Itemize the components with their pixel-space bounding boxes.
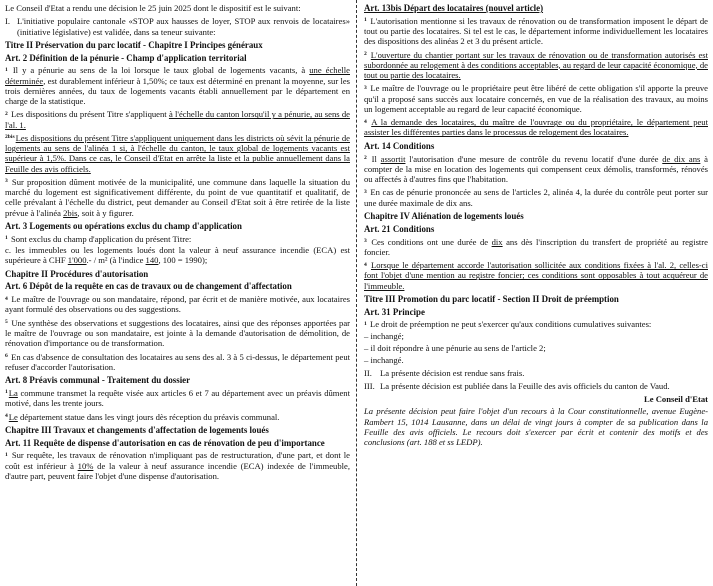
decision-item-2	[364, 368, 708, 378]
decision-item-1-number: I.	[5, 16, 11, 27]
art-2-para-3: $^3$ Sur proposition dûment motivée de la municipalité, une commune dans laquelle la situation du marché du logement est significativement différente, du point de vue quantitatif et qualitatif, de celle prévalant à l'échelle du district, peut demander au Conseil d'Etat soit à être retirée de la liste prévue à l'alinéa 2bis, soit à y figurer.	[5, 177, 350, 218]
art-11-para-1: $^1$ Sur requête, les travaux de rénovation n'impliquant pas de restructuration, d'une part, et dont le coût est inférieur à 10% de la valeur à neuf assurance incendie (ECA) indexée de l'immeuble, d'autre part, peuvent faire l'objet d'une dispense d'autorisation.	[5, 450, 350, 481]
art-13bis-para-1: $^1$ L'autorisation mentionne si les travaux de rénovation ou de transformation imposent le départ de tout ou partie des locataires. Si tel est le cas, le département informe individuellement les locataires des dispositions des alinéas 2 et 3 du présent article.	[364, 15, 708, 47]
art-31-list-item-3: – inchangé.	[364, 354, 404, 365]
art-13bis-para-4: $^4$ A la demande des locataires, du maître de l'ouvrage ou du propriétaire, le département peut assister les différentes parties dans le processus de relogement des locataires.	[364, 117, 708, 138]
art-6-para-6: $^6$ En cas d'absence de consultation des locataires au sens des al. 3 à 5 ci-dessus, le département peut refuser d'accorder l'autorisation.	[5, 351, 350, 372]
signature: Le Conseil d'Etat	[644, 394, 708, 405]
left-column	[5, 3, 350, 484]
art-6-heading: Art. 6 Dépôt de la requête en cas de travaux ou de changement d'affectation	[5, 281, 292, 292]
chapitre-3-heading: Chapitre III Travaux et changements d'affectation de logements loués	[5, 424, 269, 435]
art-31-para-1: $^1$ Le droit de préemption ne peut s'exercer qu'aux conditions cumulatives suivantes:	[364, 319, 652, 330]
art-6-para-5: $^5$ Une synthèse des observations et suggestions des locataires, ainsi que des réponses apportées par le maître de l'ouvrage ou son mandataire, est jointe à la demande d'autorisation de démolition, de rénovation d'importance ou de transformation.	[5, 317, 351, 349]
art-2-para-1: $^1$ Il y a pénurie au sens de la loi lorsque le taux global de logements vacants, à une échelle déterminée, est durablement inférieur à 1,50%; ce taux est déterminé en prenant la moyenne, sur les trois dernières années, du taux de logements vacants établi annuellement par le département en charge de la statistique.	[5, 65, 350, 106]
art-13bis-heading: Art. 13bis Départ des locataires (nouvel article)	[364, 3, 544, 13]
art-2-para-2: $^2$ Les dispositions du présent Titre s'appliquent à l'échelle du canton lorsqu'il y a pénurie, au sens de l'al. 1.	[5, 109, 350, 130]
art-31-list-item-2: – il doit répondre à une pénurie au sens de l'article 2;	[364, 342, 546, 353]
art-13bis-para-3: $^3$ Le maître de l'ouvrage ou le propriétaire peut être libéré de cette obligation s'il apporte la preuve qu'il a proposé sans succès aux locataire concernés, en vue de la réalisation des travaux, au moins un logement acceptable au regard de leur capacité économique.	[364, 83, 708, 114]
chapitre-2-heading: Chapitre II Procédures d'autorisation	[5, 268, 149, 279]
art-31-list-item-1: – inchangé;	[364, 331, 404, 342]
decision-item-3-text: La présente décision est publiée dans la Feuille des avis officiels du canton de Vaud.	[380, 381, 670, 391]
art-6-para-4: $^4$ Le maître de l'ouvrage ou son mandataire, répond, par écrit et de manière motivée, aux locataires ayant formulé des observations ou des suggestions.	[5, 294, 350, 315]
titre-3-heading: Titre III Promotion du parc locatif - Section II Droit de préemption	[364, 293, 619, 304]
decision-item-2-text: La présente décision est rendue sans frais.	[380, 367, 525, 378]
titre-2-heading: Titre II Préservation du parc locatif - Chapitre I Principes généraux	[5, 39, 263, 50]
recours-notice: La présente décision peut faire l'objet d'un recours à la Cour constitutionnelle, avenue Eugène-Rambert 15, 1014 Lausanne, dans un délai de vingt jours à compter de sa publication dans la Feuille des avis officiels. Le recours doit s'exercer par écrit et contenir des motifs et des conclusions (art. 188 et ss LEDP).	[364, 406, 708, 448]
decision-item-1	[5, 16, 350, 36]
art-3-item-c: c. les immeubles ou les logements loués dont la valeur à neuf assurance incendie (ECA) est supérieure à CHF 1'000.- / m² (à l'indice 140, 100 = 1990);	[5, 245, 350, 266]
art-21-heading: Art. 21 Conditions	[364, 223, 435, 234]
right-column	[364, 3, 708, 451]
intro-paragraph: Le Conseil d'Etat a rendu une décision le 25 juin 2025 dont le dispositif est le suivant:	[5, 3, 301, 13]
art-31-heading: Art. 31 Principe	[364, 306, 425, 317]
column-divider	[356, 0, 357, 586]
art-11-heading: Art. 11 Requête de dispense d'autorisation en cas de rénovation de peu d'importance	[5, 437, 325, 448]
art-14-para-2: $^2$ Il assortit l'autorisation d'une mesure de contrôle du revenu locatif d'une durée de dix ans à compter de la mise en location des logements qui compensent ceux démolis, transformés, rénovés ou affectés à d'autres fins que l'habitation.	[364, 153, 708, 185]
art-2-para-2bis: $^{2bis}$Les dispositions du présent Titre s'appliquent uniquement dans les districts où sévit la pénurie de logements au sens de l'alinéa 1 si, à l'échelle du canton, le taux global de logements vacants est supérieur à 1,5%. Dans ce cas, le Conseil d'Etat en arrête la liste et la publie annuellement dans la Feuille des avis officiels.	[5, 132, 350, 174]
art-21-para-4: $^4$ Lorsque le département accorde l'autorisation sollicitée aux conditions fixées à l'al. 2, celles-ci font l'objet d'une mention au registre foncier; ces conditions sont opposables à tout acquéreur de l'immeuble.	[364, 260, 708, 291]
decision-item-3	[364, 381, 708, 391]
decision-item-1-text: L'initiative populaire cantonale «STOP aux hausses de loyer, STOP aux renvois de locataires» (initiative législative) est validée, dans sa teneur suivante:	[17, 16, 350, 37]
art-14-heading: Art. 14 Conditions	[364, 140, 435, 151]
art-21-para-3: $^3$ Ces conditions ont une durée de dix ans dès l'inscription du transfert de propriété au registre foncier.	[364, 236, 708, 257]
art-8-heading: Art. 8 Préavis communal - Traitement du dossier	[5, 375, 191, 386]
art-8-para-4: $^4$Le département statue dans les vingt jours dès réception du préavis communal.	[5, 411, 280, 422]
art-13bis-para-2: $^2$ L'ouverture du chantier portant sur les travaux de rénovation ou de transformation autorisés est subordonnée au relogement à des conditions acceptables, au regard de leur capacité économique, de tout ou partie des locataires.	[364, 49, 708, 80]
art-8-para-1: $^1$La commune transmet la requête visée aux articles 6 et 7 au département avec un préavis dûment motivé, dans les trente jours.	[5, 387, 350, 409]
art-2-heading: Art. 2 Définition de la pénurie - Champ d'application territorial	[5, 52, 247, 63]
art-3-para-1: $^1$ Sont exclus du champ d'application du présent Titre:	[5, 233, 192, 244]
decision-item-3-number: III.	[364, 381, 375, 391]
art-14-para-3: $^3$ En cas de pénurie prononcée au sens de l'articles 2, alinéa 4, la durée du contrôle peut porter sur une durée maximale de dix ans.	[364, 187, 708, 208]
chapitre-4-heading: Chapitre IV Aliénation de logements loués	[364, 211, 524, 222]
art-3-heading: Art. 3 Logements ou opérations exclus du champ d'application	[5, 221, 242, 232]
decision-item-2-number: II.	[364, 367, 372, 378]
